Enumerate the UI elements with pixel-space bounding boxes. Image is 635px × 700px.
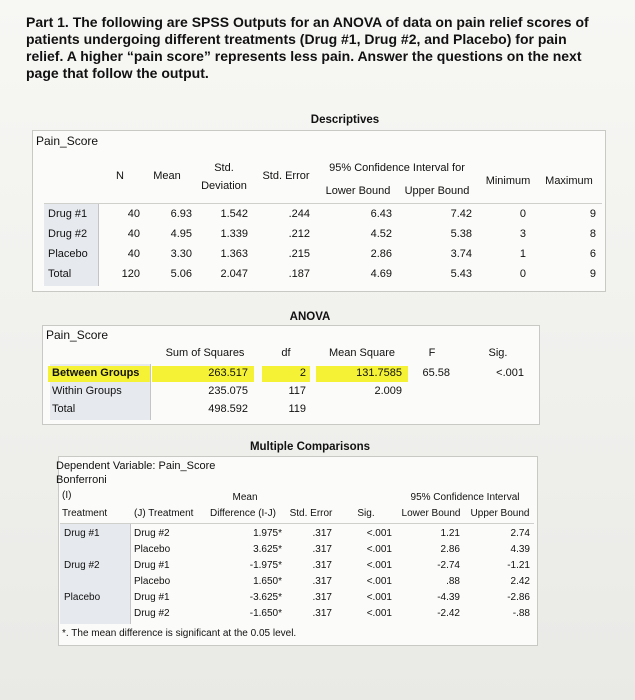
mc-cell-sig: <.001 — [366, 592, 392, 603]
desc-cell-se: .187 — [288, 268, 310, 280]
desc-cell-ub: 3.74 — [450, 248, 472, 260]
desc-cell-max: 9 — [589, 208, 596, 220]
desc-cell-sd: 1.363 — [220, 248, 248, 260]
anova-cell-df: 119 — [288, 403, 306, 415]
mc-header-mean-2: Difference (I-J) — [210, 508, 276, 519]
mc-cell-se: .317 — [312, 608, 332, 619]
mc-cell-sig: <.001 — [366, 560, 392, 571]
mc-cell-ub: -.88 — [512, 608, 530, 619]
desc-header-se: Std. Error — [262, 170, 310, 182]
mc-cell-lb: 2.86 — [440, 544, 460, 555]
desc-header-mean: Mean — [153, 170, 181, 182]
desc-cell-sd: 1.339 — [220, 228, 248, 240]
anova-cell-df: 2 — [299, 367, 306, 379]
mc-cell-j: Drug #2 — [134, 608, 170, 619]
desc-cell-mean: 5.06 — [170, 268, 192, 280]
desc-cell-max: 9 — [589, 268, 596, 280]
mc-cell-sig: <.001 — [366, 608, 392, 619]
mc-cell-j: Placebo — [134, 544, 171, 555]
mc-row-i: Drug #2 — [64, 560, 100, 571]
mc-cell-se: .317 — [312, 592, 332, 603]
anova-header-df: df — [281, 347, 291, 359]
desc-cell-sd: 1.542 — [220, 208, 248, 220]
desc-cell-lb: 4.52 — [370, 228, 392, 240]
mc-header-j: (J) Treatment — [134, 508, 194, 519]
desc-cell-min: 3 — [519, 228, 526, 240]
desc-row-label: Total — [48, 268, 72, 280]
desc-cell-mean: 4.95 — [170, 228, 192, 240]
descriptives-variable: Pain_Score — [36, 134, 99, 148]
anova-header-ms: Mean Square — [328, 347, 396, 359]
anova-cell-ss: 498.592 — [208, 403, 248, 415]
mc-cell-md: 1.650* — [253, 576, 282, 587]
anova-variable: Pain_Score — [46, 328, 109, 342]
mc-cell-se: .317 — [312, 528, 332, 539]
anova-cell-f: 65.58 — [422, 367, 450, 379]
mc-method: Bonferroni — [56, 474, 107, 486]
desc-cell-se: .215 — [288, 248, 310, 260]
anova-header-ss: Sum of Squares — [165, 347, 245, 359]
desc-header-sd-2: Deviation — [201, 180, 247, 192]
desc-row-label: Drug #1 — [48, 208, 88, 220]
mc-cell-j: Placebo — [134, 576, 171, 587]
mc-cell-lb: -2.42 — [437, 608, 460, 619]
mc-row-i: Placebo — [64, 592, 101, 603]
desc-row-label: Placebo — [48, 248, 88, 260]
mc-header-divider — [60, 523, 534, 524]
anova-cell-ms: 2.009 — [374, 385, 402, 397]
anova-title: ANOVA — [289, 311, 331, 323]
desc-cell-n: 40 — [127, 248, 140, 260]
mc-header-ub: Upper Bound — [470, 508, 530, 519]
mc-row-labels-bg — [60, 524, 131, 624]
mc-header-treatment: Treatment — [62, 508, 108, 519]
mc-header-sig: Sig. — [357, 508, 375, 519]
mc-cell-ub: 2.74 — [510, 528, 530, 539]
desc-cell-se: .244 — [288, 208, 310, 220]
desc-cell-ub: 7.42 — [450, 208, 472, 220]
mc-row-i: Drug #1 — [64, 528, 100, 539]
mc-cell-md: 3.625* — [253, 544, 282, 555]
anova-header-f: F — [428, 347, 436, 359]
anova-cell-ss: 263.517 — [208, 367, 248, 379]
mc-cell-lb: 1.21 — [440, 528, 460, 539]
mc-cell-j: Drug #2 — [134, 528, 170, 539]
desc-cell-min: 0 — [519, 208, 526, 220]
mc-cell-sig: <.001 — [366, 544, 392, 555]
mc-cell-j: Drug #1 — [134, 560, 170, 571]
intro-paragraph: Part 1. The following are SPSS Outputs for an ANOVA of data on pain relief scores of patients undergoing different treatments (Drug #1, Drug #2, and Placebo) for pain relief. A higher “pain score” represents less pain. Answer the questions on the next page that follow the output. — [26, 14, 589, 81]
mc-cell-se: .317 — [312, 560, 332, 571]
anova-row-label: Total — [52, 403, 76, 415]
desc-row-label: Drug #2 — [48, 228, 88, 240]
desc-cell-max: 6 — [589, 248, 596, 260]
desc-cell-lb: 2.86 — [370, 248, 392, 260]
desc-cell-ub: 5.43 — [450, 268, 472, 280]
desc-cell-lb: 4.69 — [370, 268, 392, 280]
anova-row-label: Within Groups — [52, 385, 122, 397]
mc-cell-lb: -4.39 — [437, 592, 460, 603]
desc-cell-n: 40 — [127, 228, 140, 240]
mc-cell-md: -1.975* — [249, 560, 282, 571]
mc-cell-ub: 4.39 — [510, 544, 530, 555]
mc-cell-ub: -2.86 — [507, 592, 530, 603]
mc-cell-se: .317 — [312, 576, 332, 587]
mc-header-i: (I) — [62, 490, 72, 501]
anova-cell-ms: 131.7585 — [356, 367, 402, 379]
multiple-comparisons-title: Multiple Comparisons — [249, 441, 371, 453]
mc-cell-md: -1.650* — [249, 608, 282, 619]
desc-header-max: Maximum — [545, 175, 593, 187]
desc-header-divider — [44, 203, 602, 204]
mc-cell-se: .317 — [312, 544, 332, 555]
desc-cell-max: 8 — [589, 228, 596, 240]
mc-cell-lb: -2.74 — [437, 560, 460, 571]
desc-header-sd-1: Std. — [214, 162, 234, 174]
desc-cell-se: .212 — [288, 228, 310, 240]
mc-footnote: *. The mean difference is significant at the 0.05 level. — [62, 628, 297, 639]
desc-header-ci: 95% Confidence Interval for — [329, 162, 465, 174]
anova-cell-sig: <.001 — [496, 367, 524, 379]
mc-header-ci: 95% Confidence Interval — [410, 492, 520, 503]
desc-header-ub: Upper Bound — [404, 185, 470, 197]
desc-cell-lb: 6.43 — [370, 208, 392, 220]
anova-cell-df: 117 — [288, 385, 306, 397]
desc-header-lb: Lower Bound — [325, 185, 391, 197]
desc-header-n: N — [116, 170, 124, 182]
desc-cell-mean: 6.93 — [170, 208, 192, 220]
mc-cell-md: -3.625* — [249, 592, 282, 603]
mc-header-mean-1: Mean — [232, 492, 258, 503]
mc-cell-j: Drug #1 — [134, 592, 170, 603]
desc-cell-sd: 2.047 — [220, 268, 248, 280]
desc-header-min: Minimum — [485, 175, 531, 187]
mc-cell-sig: <.001 — [366, 576, 392, 587]
mc-dependent-variable: Dependent Variable: Pain_Score — [56, 460, 216, 472]
mc-cell-ub: -1.21 — [507, 560, 530, 571]
desc-cell-ub: 5.38 — [450, 228, 472, 240]
desc-cell-n: 40 — [127, 208, 140, 220]
anova-header-sig: Sig. — [488, 347, 508, 359]
mc-cell-ub: 2.42 — [510, 576, 530, 587]
anova-row-label: Between Groups — [52, 367, 140, 379]
mc-cell-sig: <.001 — [366, 528, 392, 539]
desc-cell-mean: 3.30 — [170, 248, 192, 260]
mc-cell-lb: .88 — [446, 576, 460, 587]
descriptives-title: Descriptives — [310, 114, 380, 126]
desc-cell-n: 120 — [121, 268, 140, 280]
desc-cell-min: 1 — [519, 248, 526, 260]
anova-cell-ss: 235.075 — [208, 385, 248, 397]
mc-header-se: Std. Error — [289, 508, 333, 519]
mc-cell-md: 1.975* — [253, 528, 282, 539]
mc-header-lb: Lower Bound — [401, 508, 461, 519]
desc-cell-min: 0 — [519, 268, 526, 280]
